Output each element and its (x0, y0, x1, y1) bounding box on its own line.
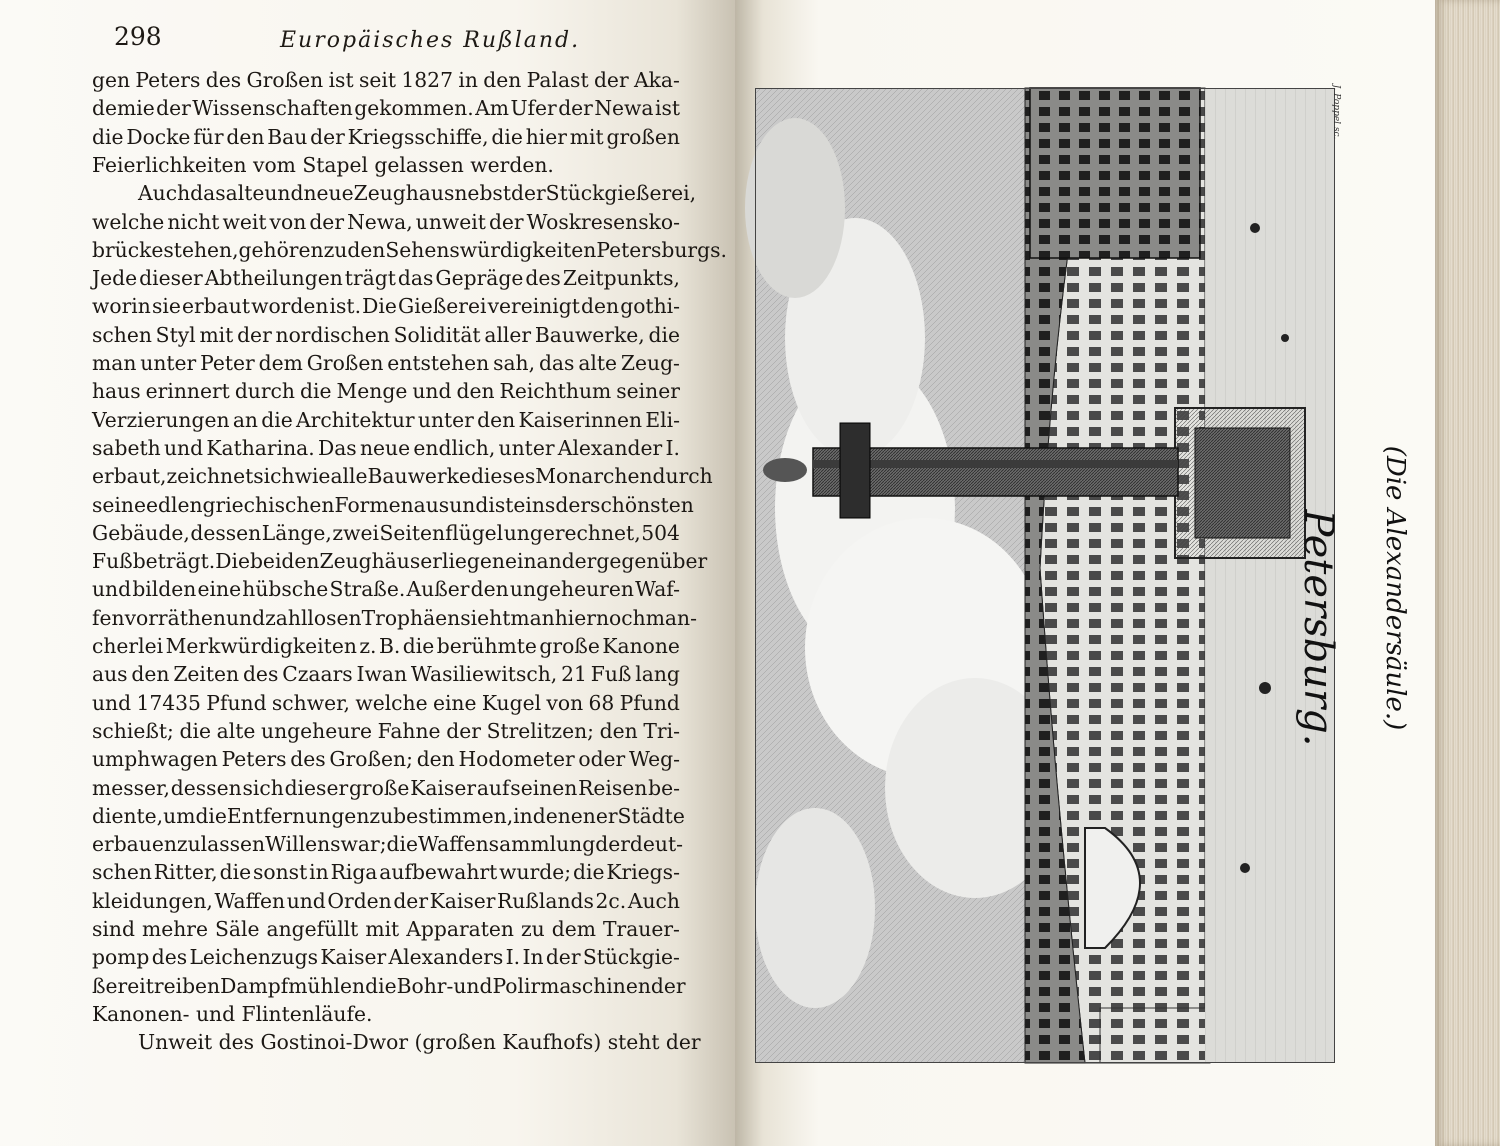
text-line: schen Ritter, die sonst in Riga aufbewahrt wurde; die Kriegs- (92, 860, 680, 885)
page-number: 298 (114, 22, 162, 51)
alexander-column-engraving (755, 88, 1335, 1063)
text-line: schießt; die alte ungeheure Fahne der Strelitzen; den Tri- (92, 718, 680, 743)
text-line: die Docke für den Bau der Kriegsschiffe, die hier mit großen (92, 124, 680, 149)
text-line: kleidungen, Waffen und Orden der Kaiser Rußlands 2c. Auch (92, 888, 680, 913)
running-head: Europäisches Rußland. (280, 28, 581, 53)
text-line: pomp des Leichenzugs Kaiser Alexanders I. In der Stückgie- (92, 945, 680, 970)
text-line: Feierlichkeiten vom Stapel gelassen werden. (92, 152, 554, 177)
text-line: aus den Zeiten des Czaars Iwan Wasiliewitsch, 21 Fuß lang (92, 662, 680, 687)
text-line: umphwagen Peters des Großen; den Hodometer oder Weg- (92, 747, 680, 772)
text-line: Unweit des Gostinoi-Dwor (großen Kaufhofs) steht der (138, 1030, 701, 1055)
text-line: diente, um die Entfernungen zu bestimmen, in denen er Städte (92, 803, 685, 828)
plate-caption-title: Petersburg. (1295, 509, 1341, 747)
text-line: gen Peters des Großen ist seit 1827 in den Palast der Aka- (92, 68, 680, 92)
text-line: Jede dieser Abtheilungen trägt das Gepräge des Zeitpunkts, (92, 266, 680, 291)
text-line: sabeth und Katharina. Das neue endlich, unter Alexander I. (92, 435, 680, 460)
text-line: Gebäude, dessen Länge, zwei Seitenflügel ungerechnet, 504 (92, 520, 680, 545)
text-line: ßerei treiben Dampfmühlen die Bohr- und Polirmaschinen der (92, 973, 686, 998)
text-line: schen Styl mit der nordischen Solidität aller Bauwerke, die (92, 322, 680, 347)
text-line: haus erinnert durch die Menge und den Reichthum seiner (92, 379, 680, 404)
text-line: fenvorräthen und zahllosen Trophäen sieht man hier noch man- (92, 605, 697, 630)
text-line: und bilden eine hübsche Straße. Außer den ungeheuren Waf- (92, 577, 680, 602)
engraving-plate (755, 88, 1335, 1063)
text-line: Verzierungen an die Architektur unter den Kaiserinnen Eli- (92, 407, 680, 432)
plate-caption-subtitle: (Die Alexandersäule.) (1380, 445, 1410, 731)
text-line: man unter Peter dem Großen entstehen sah, das alte Zeug- (92, 351, 680, 375)
text-line: sind mehre Säle angefüllt mit Apparaten zu dem Trauer- (92, 917, 680, 941)
text-line: Auch das alte und neue Zeughaus nebst der Stückgießerei, (138, 181, 697, 206)
text-line: messer, dessen sich dieser große Kaiser auf seinen Reisen be- (92, 775, 680, 800)
text-line: worin sie erbaut worden ist. Die Gießerei vereinigt den gothi- (92, 294, 680, 319)
page-edges (1435, 0, 1500, 1146)
text-line: seine edlen griechischen Formen aus und ist eins der schönsten (92, 492, 694, 517)
text-line: erbauen zu lassen Willens war; die Waffensammlung der deut- (92, 832, 683, 857)
text-line: cherlei Merkwürdigkeiten z. B. die berühmte große Kanone (92, 634, 680, 658)
text-line: brücke stehen, gehören zu den Sehenswürdigkeiten Petersburgs. (92, 237, 727, 262)
text-line: erbaut, zeichnet sich wie alle Bauwerke dieses Monarchen durch (92, 464, 713, 489)
text-line: Fuß beträgt. Die beiden Zeughäuser liegen einander gegenüber (92, 549, 708, 574)
text-line: und 17435 Pfund schwer, welche eine Kugel von 68 Pfund (92, 690, 680, 715)
text-line: Kanonen- und Flintenläufe. (92, 1001, 373, 1026)
text-line: demie der Wissenschaften gekommen. Am Ufer der Newa ist (92, 96, 680, 121)
left-page (0, 0, 735, 1146)
engraver-mark: J. Poppel sc. (1331, 84, 1341, 140)
text-line: welche nicht weit von der Newa, unweit der Woskresensko- (92, 209, 680, 234)
